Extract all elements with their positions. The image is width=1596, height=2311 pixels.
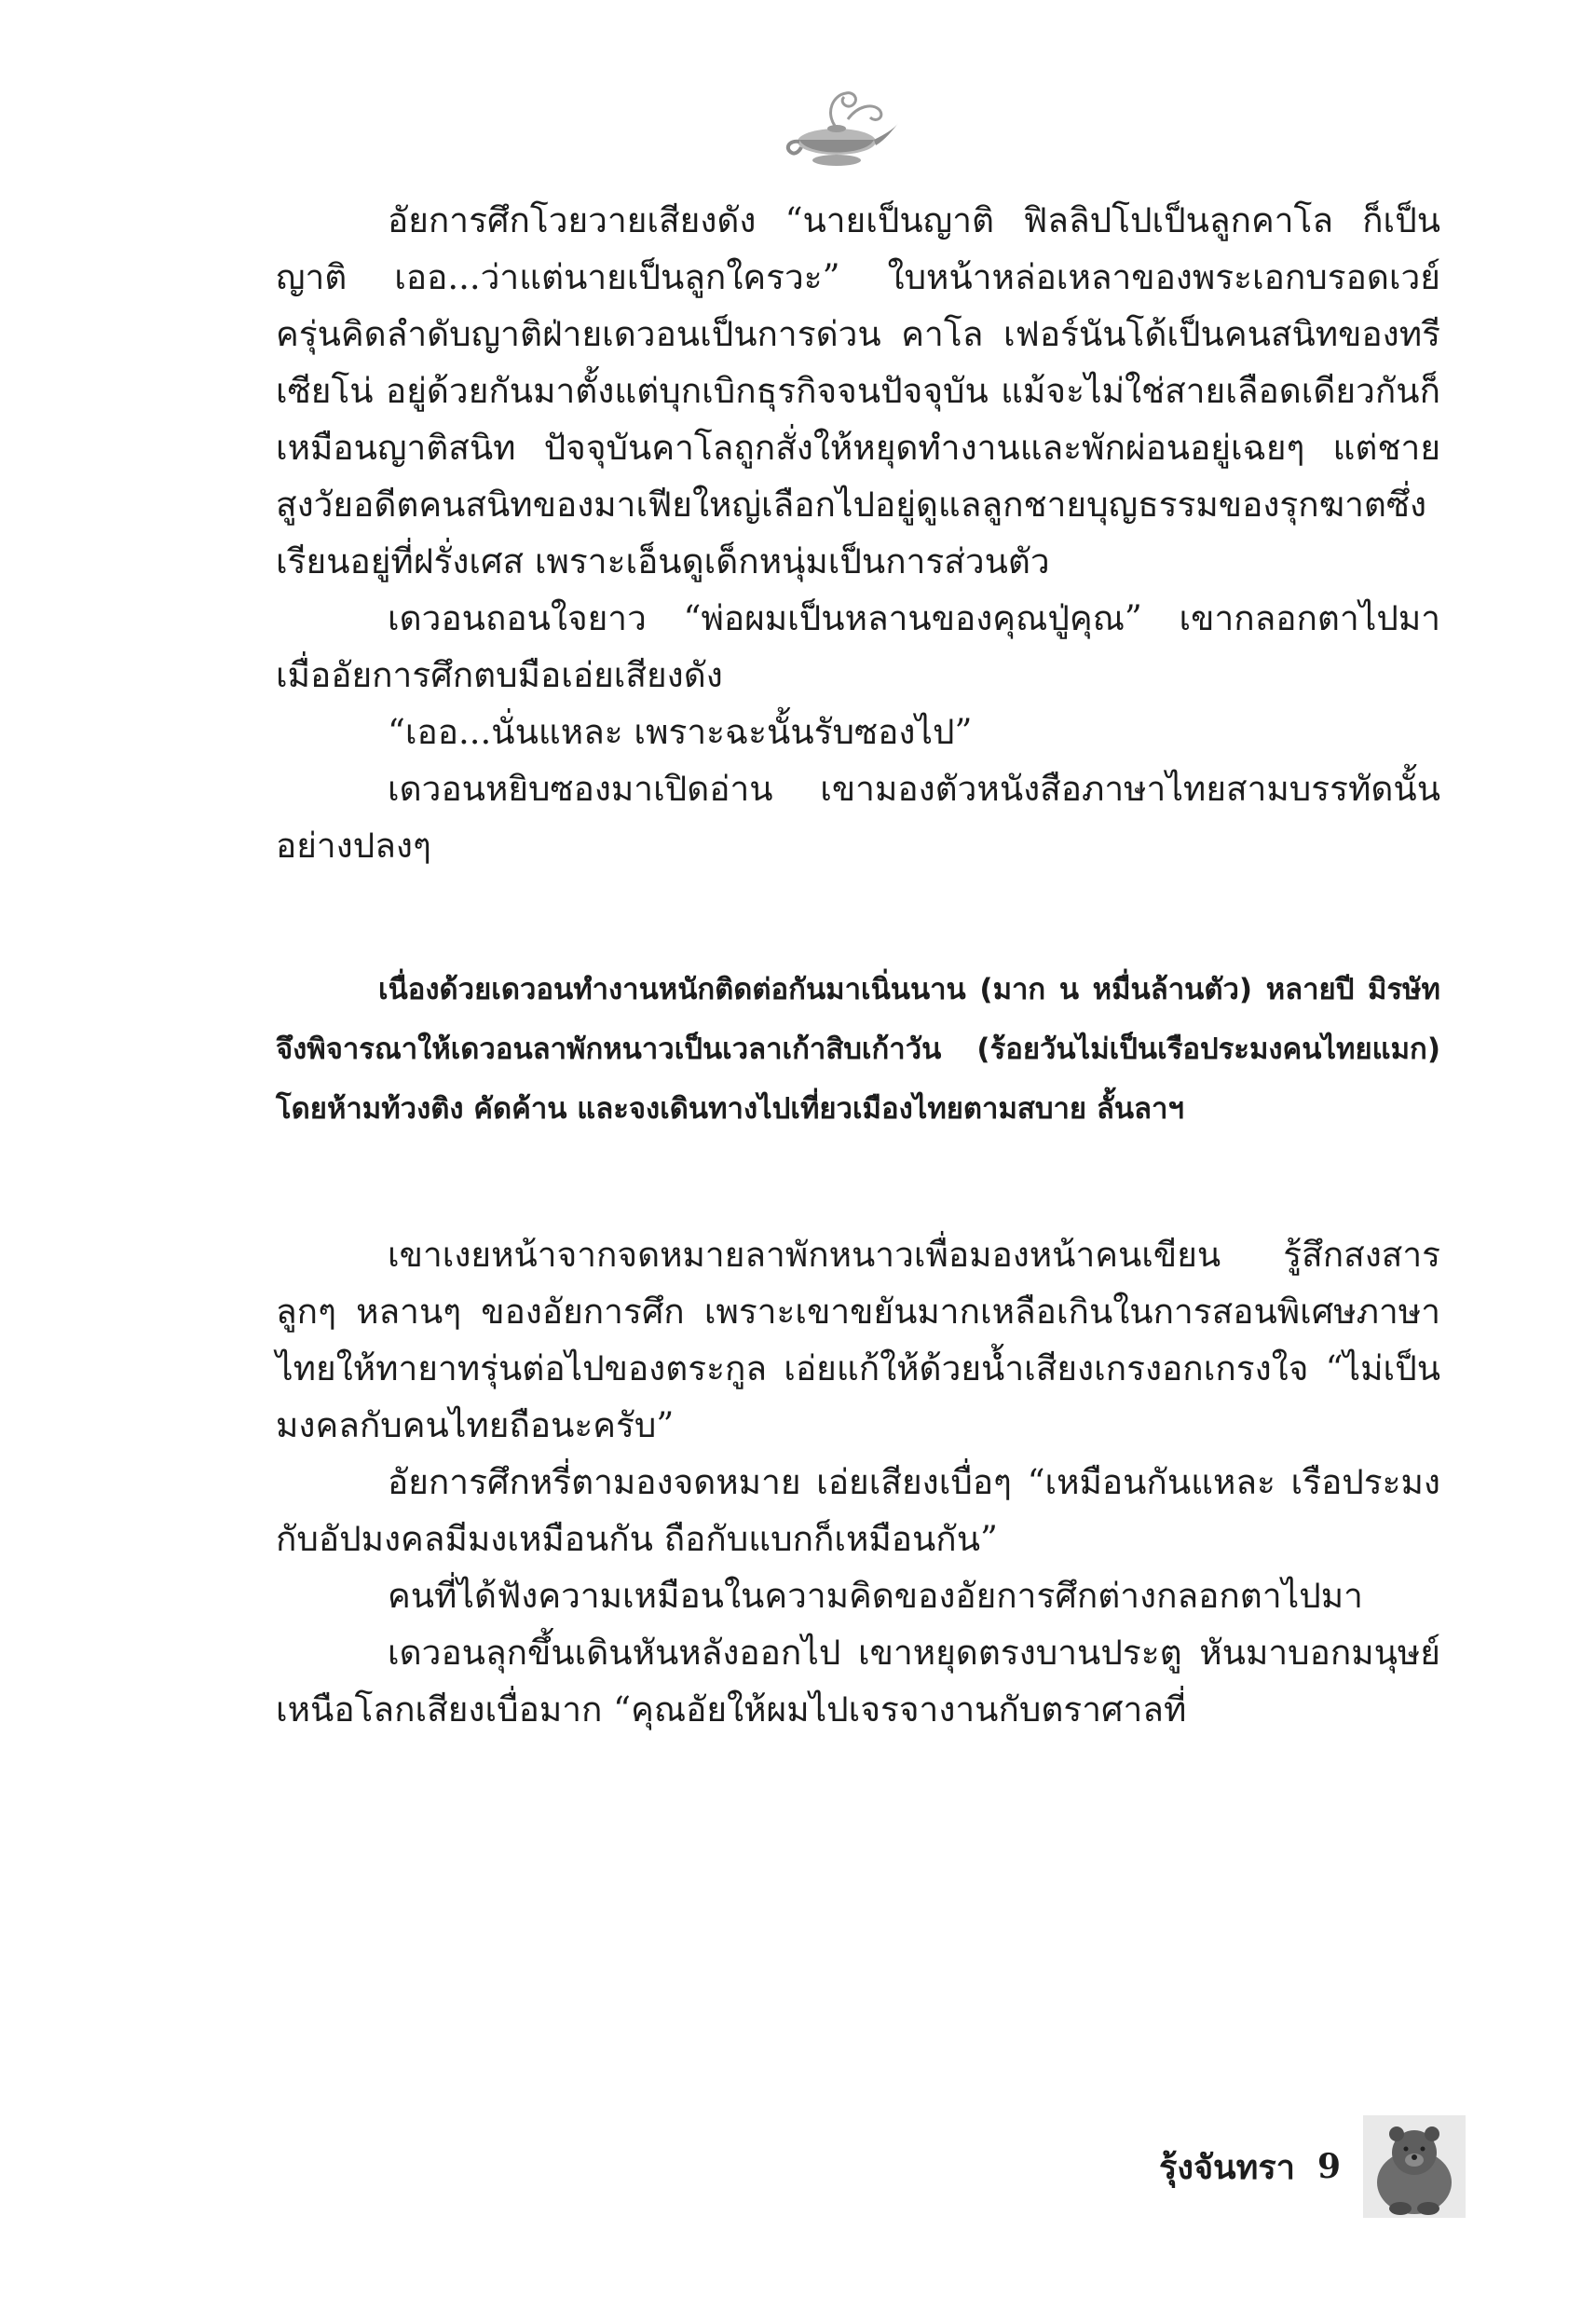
paragraph: เดวอนถอนใจยาว “พ่อผมเป็นหลานของคุณปู่คุณ” เขากลอกตาไปมาเมื่ออัยการศึกตบมือเอ่ยเสียงดัง [276,598,1440,695]
paragraph: “เออ...นั่นแหละ เพราะฉะนั้นรับซองไป” [388,712,973,752]
leave-letter: เนื่องด้วยเดวอนทำงานหนักติดต่อกันมาเนิ่นนาน (มาก น หมื่นล้านตัว) หลายปี มิรษัทจึงพิจารณาให้เดวอนลาพักหนาวเป็นเวลาเก้าสิบเก้าวัน (ร้อยวันไม่เป็นเรือประมงคนไทยแมก) โดยห้ามท้วงติง คัดค้าน และจงเดินทางไปเที่ยวเมืองไทยตามสบาย ลั้นลาฯ [276,973,1440,1126]
paragraph: อัยการศึกโวยวายเสียงดัง “นายเป็นญาติ ฟิลลิปโปเป็นลูกคาโล ก็เป็นญาติ เออ...ว่าแต่นายเป็นลูกใครวะ” ใบหน้าหล่อเหลาของพระเอกบรอดเวย์ครุ่นคิดลำดับญาติฝ่ายเดวอนเป็นการด่วน คาโล เฟอร์นันโด้เป็นคนสนิทของทรีเซียโน่ อยู่ด้วยกันมาตั้งแต่บุกเบิกธุรกิจจนปัจจุบัน แม้จะไม่ใช่สายเลือดเดียวกันก็เหมือนญาติสนิท ปัจจุบันคาโลถูกสั่งให้หยุดทำงานและพักผ่อนอยู่เฉยๆ แต่ชายสูงวัยอดีตคนสนิทของมาเฟียใหญ่เลือกไปอยู่ดูแลลูกชายบุญธรรมของรุกฆาตซึ่งเรียนอยู่ที่ฝรั่งเศส เพราะเอ็นดูเด็กหนุ่มเป็นการส่วนตัว [276,200,1440,581]
paragraph: อัยการศึกหรี่ตามองจดหมาย เอ่ยเสียงเบื่อๆ “เหมือนกันแหละ เรือประมงกับอัปมงคลมีมงเหมือนกัน ถือกับแบกก็เหมือนกัน” [276,1462,1440,1559]
page-footer [1159,2115,1466,2218]
paragraph: เดวอนหยิบซองมาเปิดอ่าน เขามองตัวหนังสือภาษาไทยสามบรรทัดนั้นอย่างปลงๆ [276,769,1440,866]
paragraph: เขาเงยหน้าจากจดหมายลาพักหนาวเพื่อมองหน้าคนเขียน รู้สึกสงสารลูกๆ หลานๆ ของอัยการศึก เพราะเขาขยันมากเหลือเกินในการสอนพิเศษภาษาไทยให้ทายาทรุ่นต่อไปของตระกูล เอ่ยแก้ให้ด้วยน้ำเสียงเกรงอกเกรงใจ “ไม่เป็นมงคลกับคนไทยถือนะครับ” [276,1235,1440,1445]
paragraph: เดวอนลุกขึ้นเดินหันหลังออกไป เขาหยุดตรงบานประตู หันมาบอกมนุษย์เหนือโลกเสียงเบื่อมาก “คุณอัยให้ผมไปเจรจางานกับตราศาลที่ [276,1633,1440,1730]
body-text [276,192,1440,1738]
genie-lamp-icon [779,75,900,177]
book-title: รุ้งจันทรา [1159,2147,1295,2187]
bear-icon [1363,2115,1466,2218]
page-number: 9 [1316,2147,1341,2186]
paragraph: คนที่ได้ฟังความเหมือนในความคิดของอัยการศึกต่างกลอกตาไปมา [388,1576,1363,1616]
